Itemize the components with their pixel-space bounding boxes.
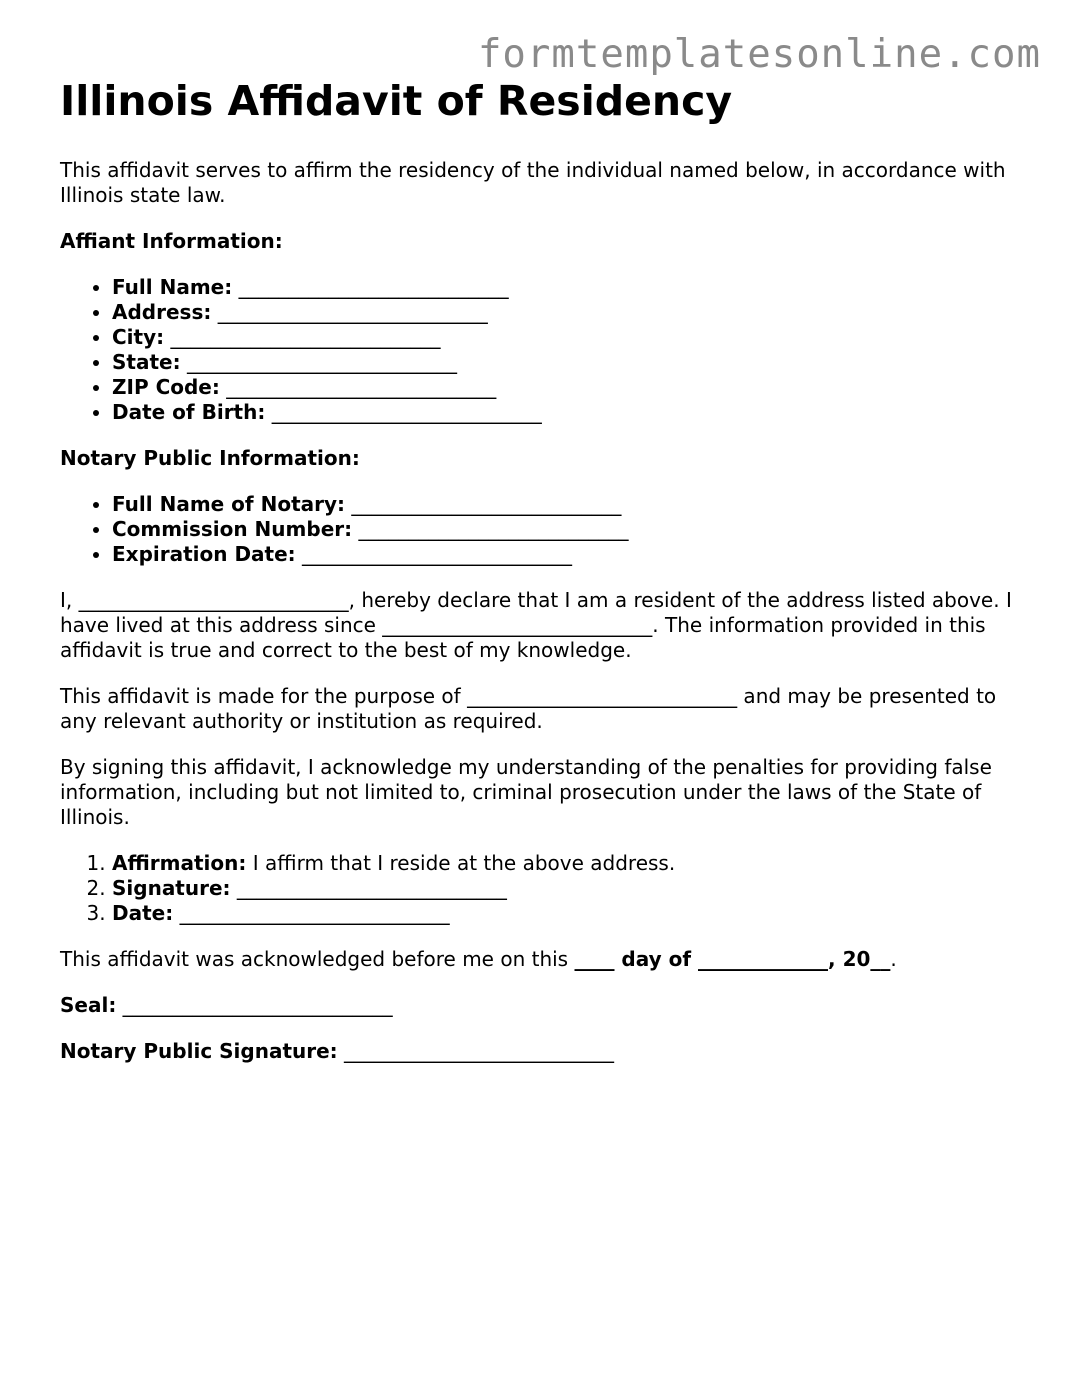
step-affirmation: [112, 851, 1020, 876]
step-date: [112, 901, 1020, 926]
purpose-paragraph: [60, 684, 1020, 734]
declaration-paragraph: [60, 588, 1020, 663]
field-label: Full Name:: [112, 275, 233, 299]
step-label: Date:: [112, 901, 174, 925]
declaration-prefix: I,: [60, 588, 79, 612]
affiant-address-item: [112, 300, 1020, 325]
notary-list: [60, 492, 1020, 567]
fill-in-blank[interactable]: ___________________________: [226, 375, 497, 399]
acknowledged-date-blank[interactable]: ____ day of _____________, 20__: [574, 947, 891, 971]
field-label: City:: [112, 325, 165, 349]
acknowledged-prefix: This affidavit was acknowledged before me on this: [60, 947, 575, 971]
step-label: Signature:: [112, 876, 231, 900]
fill-in-blank[interactable]: ___________________________: [271, 400, 542, 424]
fill-in-blank[interactable]: ___________________________: [467, 684, 738, 708]
step-label: Affirmation:: [112, 851, 247, 875]
fill-in-blank[interactable]: ___________________________: [351, 492, 622, 516]
affiant-full-name-item: [112, 275, 1020, 300]
affiant-dob-item: [112, 400, 1020, 425]
field-label: ZIP Code:: [112, 375, 220, 399]
fill-in-blank[interactable]: ___________________________: [358, 517, 629, 541]
watermark: formtemplatesonline.com: [477, 32, 1041, 77]
steps-list: [60, 851, 1020, 926]
fill-in-blank[interactable]: ___________________________: [116, 993, 393, 1017]
fill-in-blank[interactable]: ___________________________: [302, 542, 573, 566]
field-label: Commission Number:: [112, 517, 353, 541]
field-label: Date of Birth:: [112, 400, 266, 424]
declaration-suffix: . The information provided in this affidavit is true and correct to the best of my knowledge.: [60, 613, 986, 662]
seal-line: [60, 993, 1020, 1018]
notary-heading: Notary Public Information:: [60, 446, 360, 470]
notary-name-item: [112, 492, 1020, 517]
notary-signature-line: [60, 1039, 1020, 1064]
seal-label: Seal:: [60, 993, 117, 1017]
affiant-state-item: [112, 350, 1020, 375]
purpose-suffix: and may be presented to any relevant authority or institution as required.: [60, 684, 997, 733]
fill-in-blank[interactable]: ___________________________: [170, 325, 441, 349]
step-signature: [112, 876, 1020, 901]
affiant-heading: Affiant Information:: [60, 229, 283, 253]
fill-in-blank[interactable]: ___________________________: [230, 876, 507, 900]
acknowledged-paragraph: [60, 947, 1020, 972]
field-label: Full Name of Notary:: [112, 492, 346, 516]
intro-paragraph: This affidavit serves to affirm the residency of the individual named below, in accordance with Illinois state law.: [60, 158, 1006, 207]
page-title: Illinois Affidavit of Residency: [60, 77, 733, 125]
affiant-list: [60, 275, 1020, 425]
field-label: Expiration Date:: [112, 542, 296, 566]
step-text: I affirm that I reside at the above address.: [246, 851, 676, 875]
acknowledgement-paragraph: By signing this affidavit, I acknowledge my understanding of the penalties for providing false information, including but not limited to, criminal prosecution under the laws of the State of Illinois.: [60, 755, 992, 829]
declaration-middle: , hereby declare that I am a resident of the address listed above. I have lived at this address since: [60, 588, 1012, 637]
fill-in-blank[interactable]: ___________________________: [78, 588, 349, 612]
field-label: Address:: [112, 300, 212, 324]
purpose-prefix: This affidavit is made for the purpose of: [60, 684, 468, 708]
notary-signature-label: Notary Public Signature:: [60, 1039, 338, 1063]
field-label: State:: [112, 350, 181, 374]
fill-in-blank[interactable]: ___________________________: [238, 275, 509, 299]
fill-in-blank[interactable]: ___________________________: [337, 1039, 615, 1063]
fill-in-blank[interactable]: ___________________________: [186, 350, 457, 374]
acknowledged-suffix: .: [890, 947, 897, 971]
notary-commission-item: [112, 517, 1020, 542]
fill-in-blank[interactable]: ___________________________: [382, 613, 653, 637]
fill-in-blank[interactable]: ___________________________: [173, 901, 450, 925]
fill-in-blank[interactable]: ___________________________: [217, 300, 488, 324]
affiant-zip-item: [112, 375, 1020, 400]
affiant-city-item: [112, 325, 1020, 350]
document-page: [60, 74, 1020, 1085]
notary-expiration-item: [112, 542, 1020, 567]
